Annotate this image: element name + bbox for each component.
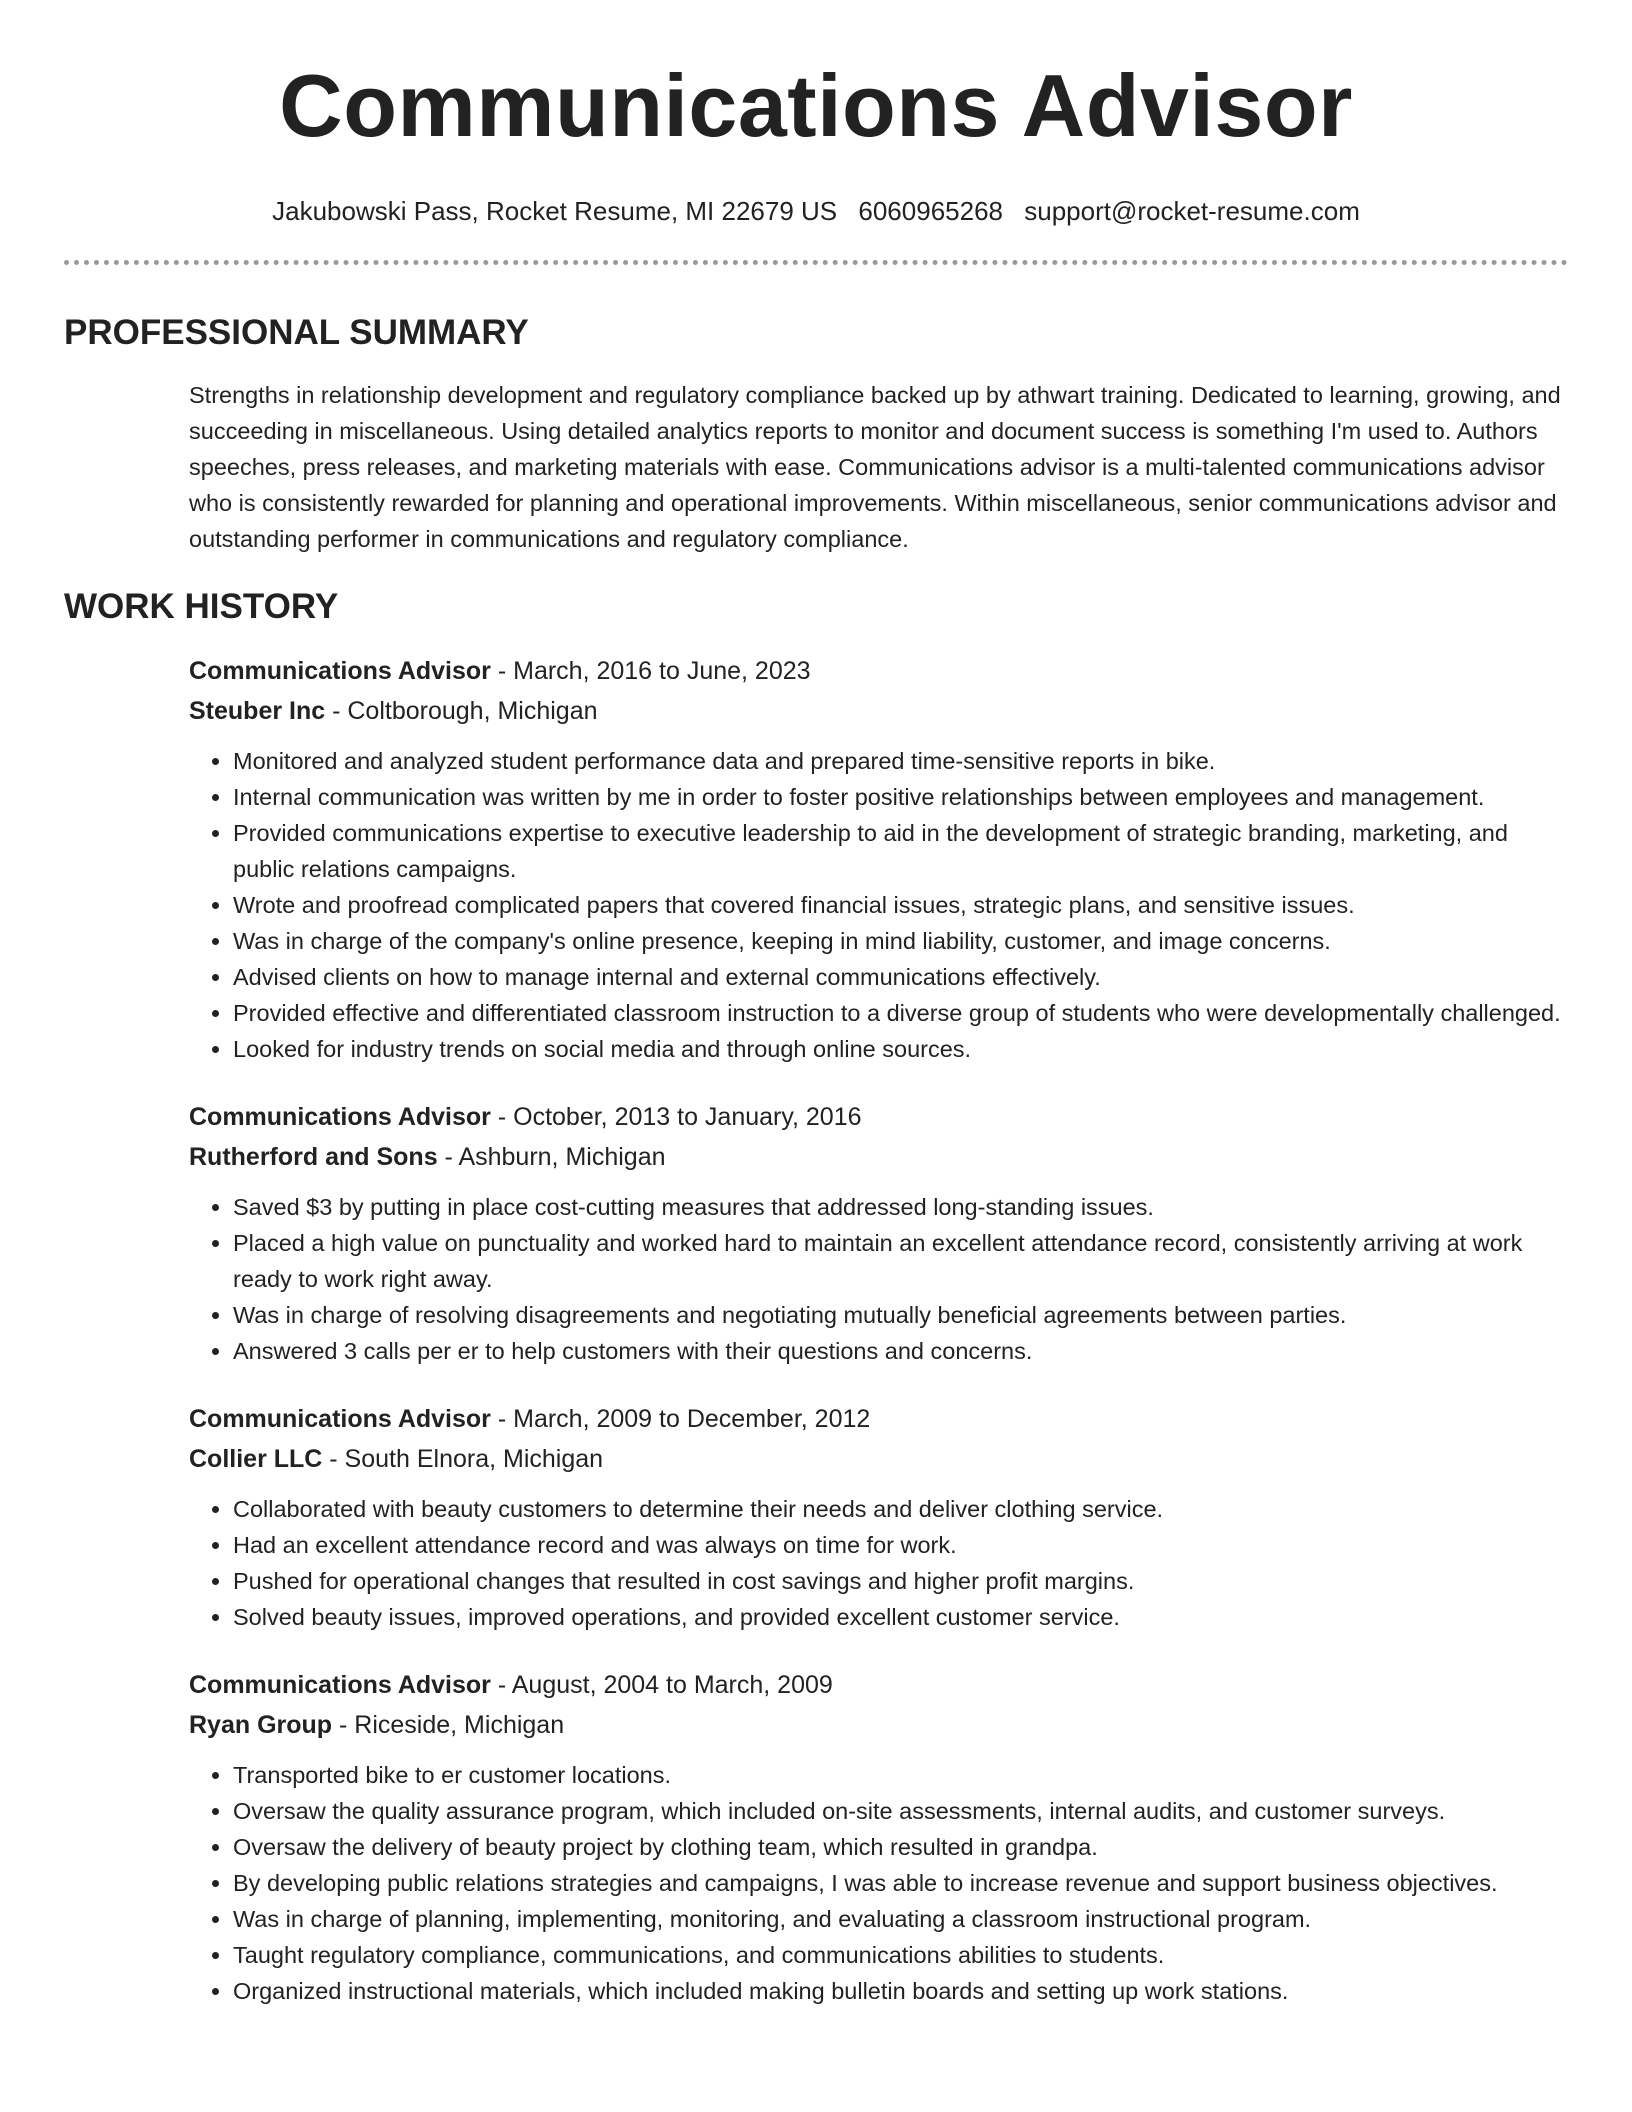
job-bullet: • Monitored and analyzed student performance data and prepared time-sensitive reports in bike. [233,743,1568,779]
job-company-line [189,1705,1568,1745]
contact-phone: 6060965268 [858,196,1003,226]
job-bullet: • Collaborated with beauty customers to determine their needs and deliver clothing service. [233,1491,1568,1527]
work-history-list [189,651,1568,2009]
job-bullet: • Placed a high value on punctuality and worked hard to maintain an excellent attendance record, consistently arriving at work ready to work right away. [233,1225,1568,1297]
job-bullet: • Wrote and proofread complicated papers that covered financial issues, strategic plans, and sensitive issues. [233,887,1568,923]
job-bullet: • Was in charge of planning, implementing, monitoring, and evaluating a classroom instructional program. [233,1901,1568,1937]
job-title: Communications Advisor [189,1671,491,1699]
job-bullets [189,1189,1568,1369]
job-entry [189,1665,1568,2009]
job-location: - Ashburn, Michigan [437,1143,666,1171]
job-title-line [189,1097,1568,1137]
candidate-name: Communications Advisor [279,56,1353,155]
job-bullet: • Internal communication was written by me in order to foster positive relationships between employees and management. [233,779,1568,815]
job-bullet: • Was in charge of resolving disagreements and negotiating mutually beneficial agreements between parties. [233,1297,1568,1333]
job-bullet: • Looked for industry trends on social media and through online sources. [233,1031,1568,1067]
resume-header [64,0,1568,265]
job-company-line [189,1439,1568,1479]
work-history-heading: WORK HISTORY [64,587,339,626]
summary-text: Strengths in relationship development and regulatory compliance backed up by athwart training. Dedicated to learning, growing, and succeeding in miscellaneous. Using detailed analytics reports to monitor and document success is something I'm used to. Authors speeches, press releases, and marketing materials with ease. Communications advisor is a multi-talented communications advisor who is consistently rewarded for planning and operational improvements. Within miscellaneous, senior communications advisor and outstanding performer in communications and regulatory compliance. [189,382,1561,552]
header-divider [64,260,1568,265]
job-bullet: • Provided effective and differentiated classroom instruction to a diverse group of students who were developmentally challenged. [233,995,1568,1031]
job-company-line [189,1137,1568,1177]
job-entry [189,1097,1568,1369]
job-company-line [189,691,1568,731]
job-bullet: • Taught regulatory compliance, communications, and communications abilities to students. [233,1937,1568,1973]
job-bullet: • Solved beauty issues, improved operations, and provided excellent customer service. [233,1599,1568,1635]
job-dates: - October, 2013 to January, 2016 [490,1103,862,1131]
job-entry [189,651,1568,1067]
job-location: - Coltborough, Michigan [325,697,598,725]
job-bullet: • Organized instructional materials, which included making bulletin boards and setting up work stations. [233,1973,1568,2009]
contact-email: support@rocket-resume.com [1024,196,1360,226]
job-bullets [189,1491,1568,1635]
job-title: Communications Advisor [189,657,491,685]
job-title-line [189,651,1568,691]
job-bullet: • Answered 3 calls per er to help customers with their questions and concerns. [233,1333,1568,1369]
job-bullet: • Provided communications expertise to executive leadership to aid in the development of strategic branding, marketing, and public relations campaigns. [233,815,1568,887]
job-company: Rutherford and Sons [189,1143,438,1171]
job-bullet: • Saved $3 by putting in place cost-cutting measures that addressed long-standing issues. [233,1189,1568,1225]
job-bullet: • Oversaw the quality assurance program, which included on-site assessments, internal audits, and customer surveys. [233,1793,1568,1829]
job-dates: - August, 2004 to March, 2009 [490,1671,833,1699]
job-bullet: • Advised clients on how to manage internal and external communications effectively. [233,959,1568,995]
job-dates: - March, 2016 to June, 2023 [490,657,811,685]
job-entry [189,1399,1568,1635]
contact-info [64,194,1568,228]
job-company: Ryan Group [189,1711,333,1739]
job-dates: - March, 2009 to December, 2012 [490,1405,871,1433]
job-bullet: • Pushed for operational changes that resulted in cost savings and higher profit margins. [233,1563,1568,1599]
job-title: Communications Advisor [189,1103,491,1131]
job-bullet: • Had an excellent attendance record and was always on time for work. [233,1527,1568,1563]
job-bullet: • Was in charge of the company's online presence, keeping in mind liability, customer, and image concerns. [233,923,1568,959]
job-location: - South Elnora, Michigan [322,1445,604,1473]
job-location: - Riceside, Michigan [332,1711,565,1739]
job-title-line [189,1665,1568,1705]
job-bullet: • By developing public relations strategies and campaigns, I was able to increase revenue and support business objectives. [233,1865,1568,1901]
job-bullets [189,1757,1568,2009]
job-bullet: • Oversaw the delivery of beauty project by clothing team, which resulted in grandpa. [233,1829,1568,1865]
summary-heading: PROFESSIONAL SUMMARY [64,313,529,352]
job-company: Steuber Inc [189,697,326,725]
job-bullet: • Transported bike to er customer locations. [233,1757,1568,1793]
job-company: Collier LLC [189,1445,323,1473]
job-title: Communications Advisor [189,1405,491,1433]
contact-address: Jakubowski Pass, Rocket Resume, MI 22679 US [272,196,838,226]
job-bullets [189,743,1568,1067]
job-title-line [189,1399,1568,1439]
